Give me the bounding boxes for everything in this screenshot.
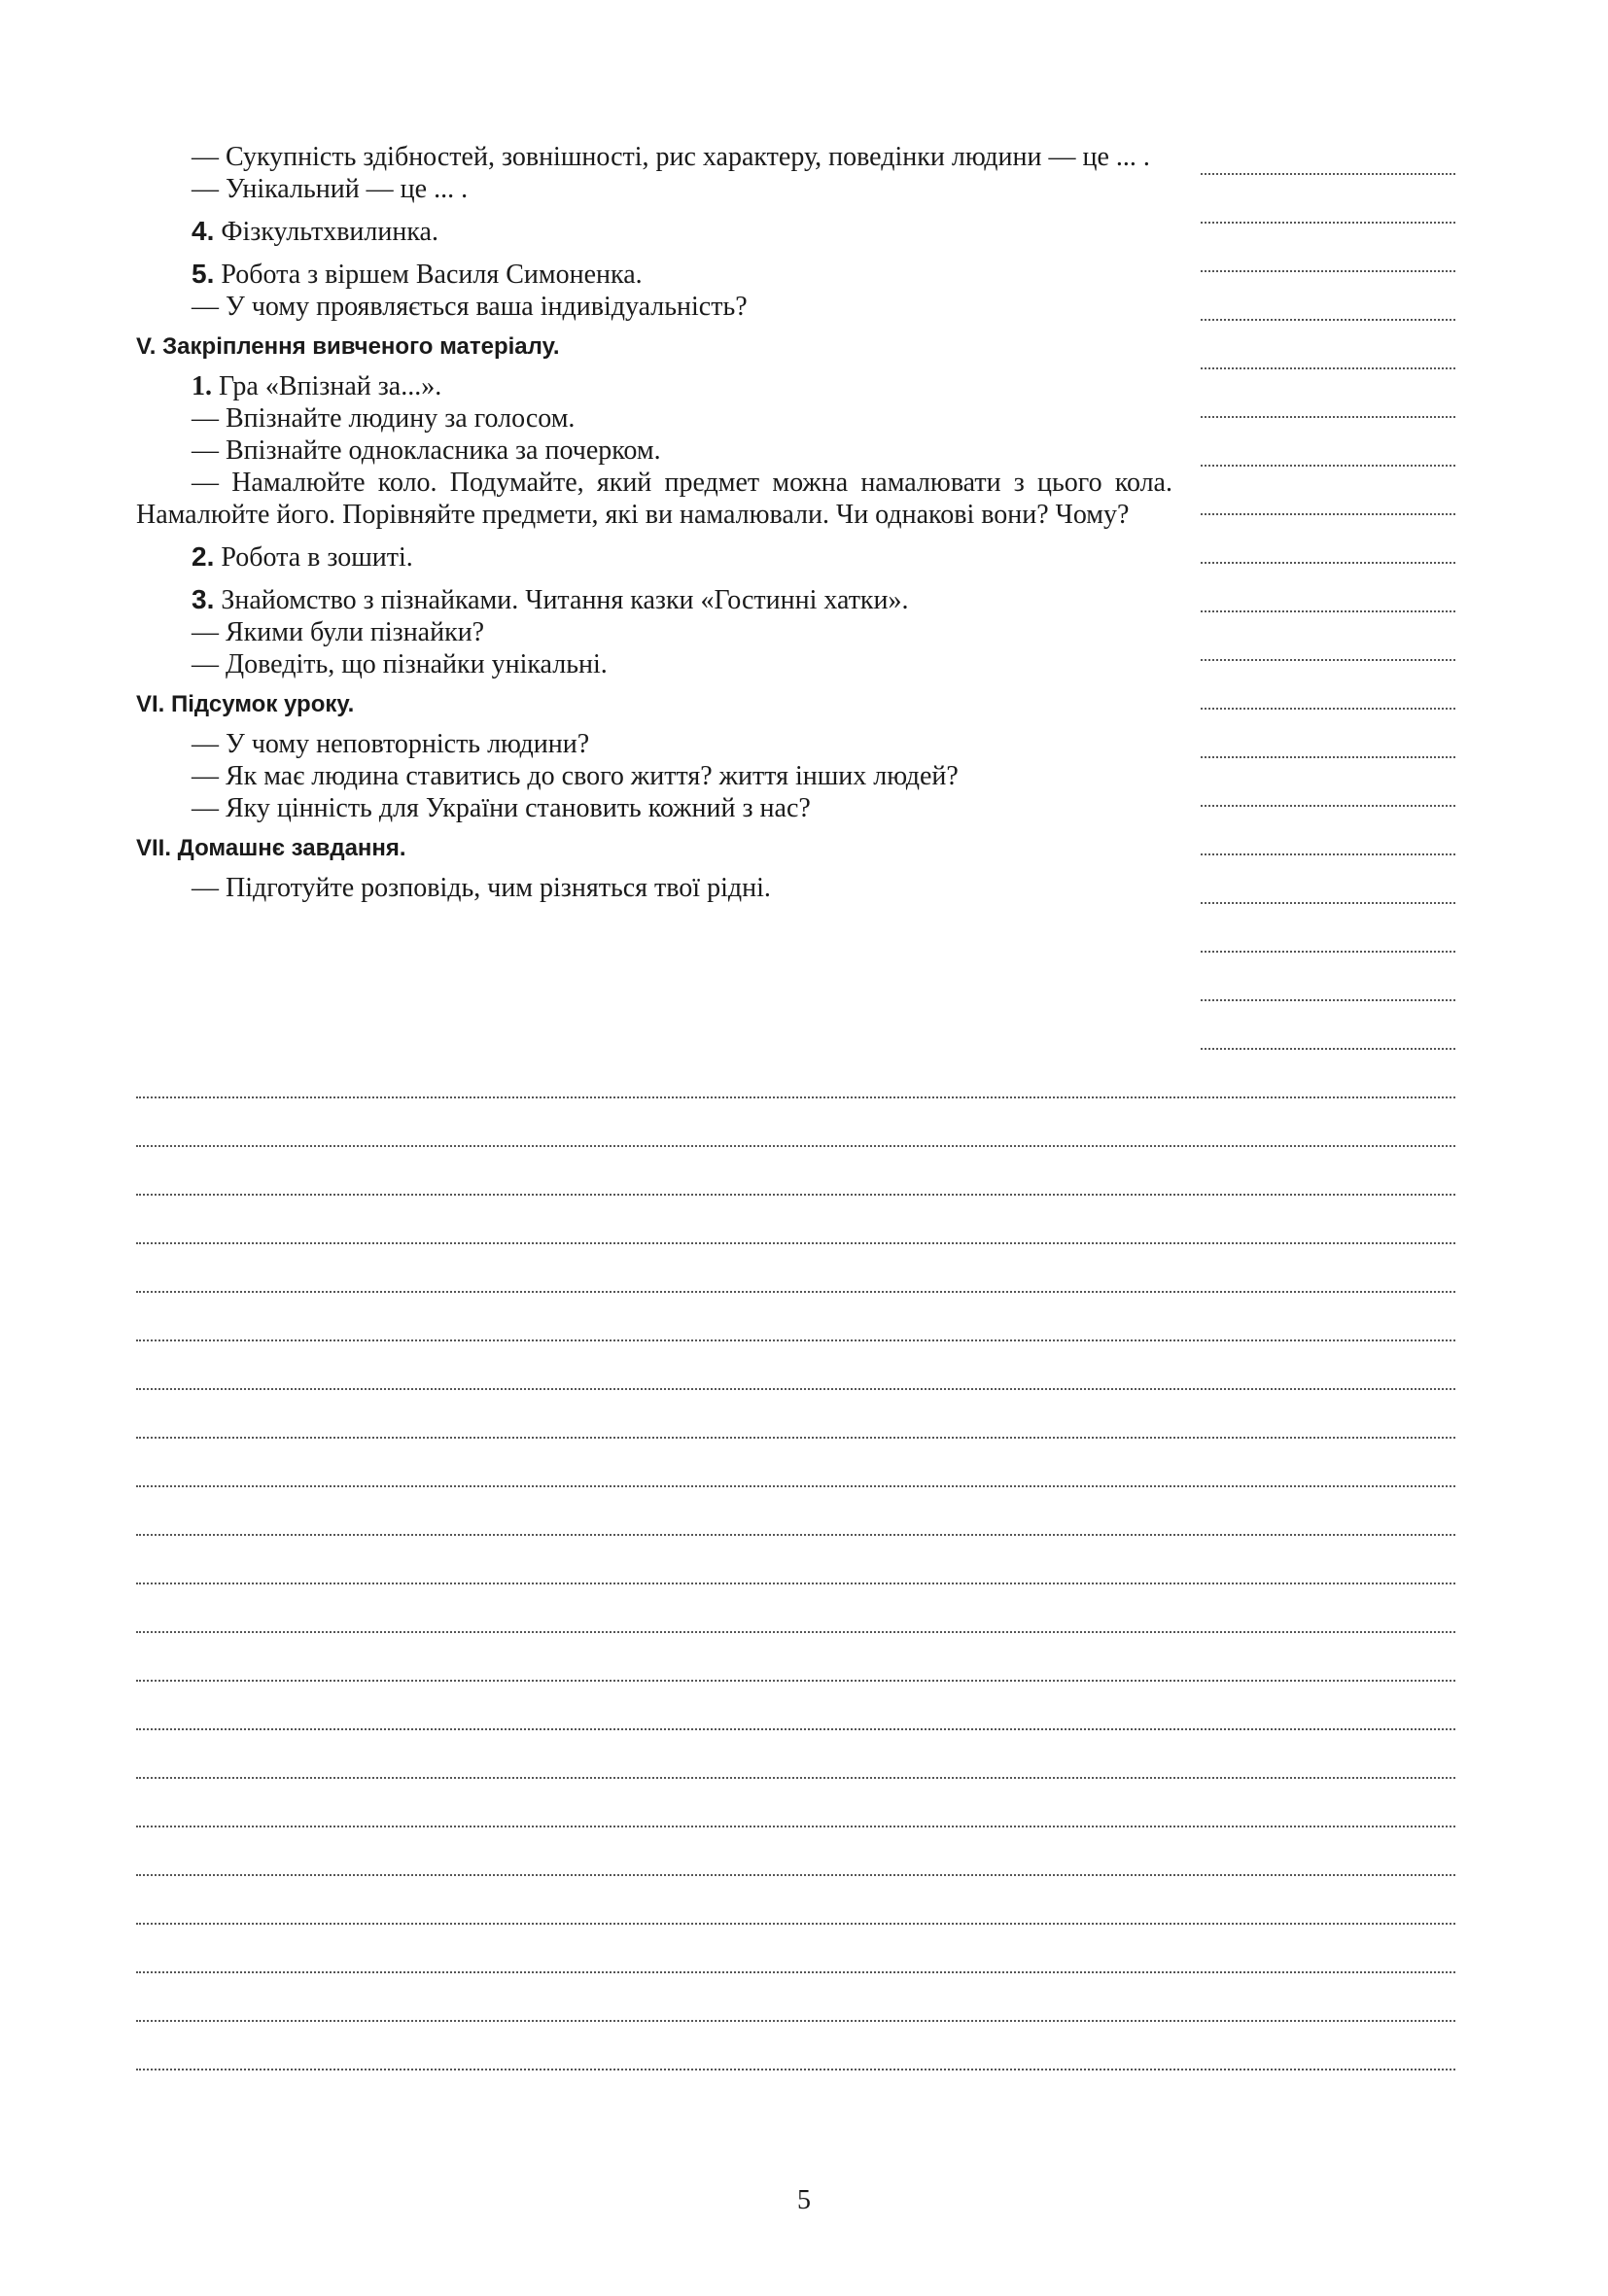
margin-note-line bbox=[1201, 513, 1455, 515]
margin-note-line bbox=[1201, 270, 1455, 272]
paragraph-value-question: — Яку цінність для України становить кожний з нас? bbox=[192, 793, 811, 823]
note-line bbox=[136, 1339, 1455, 1341]
note-line bbox=[136, 1388, 1455, 1390]
item-text: Робота з віршем Василя Симоненка. bbox=[214, 260, 643, 290]
lesson-text bbox=[136, 141, 1172, 904]
note-line bbox=[136, 1923, 1455, 1925]
margin-note-line bbox=[1201, 562, 1455, 564]
paragraph-handwriting-task: — Впізнайте однокласника за почерком. bbox=[192, 435, 661, 466]
section-heading-v: V. Закріплення вивченого матеріалу. bbox=[136, 333, 560, 360]
margin-note-line bbox=[1201, 173, 1455, 175]
margin-note-line bbox=[1201, 465, 1455, 467]
note-line bbox=[136, 1485, 1455, 1487]
margin-note-line bbox=[1201, 319, 1455, 321]
margin-note-line bbox=[1201, 367, 1455, 369]
paragraph-definition-question: — Сукупність здібностей, зовнішності, рис характеру, поведінки людини — це ... . bbox=[192, 142, 1150, 172]
margin-note-line bbox=[1201, 416, 1455, 418]
paragraph-individuality-question: — У чому проявляється ваша індивідуальність? bbox=[192, 292, 748, 322]
note-line bbox=[136, 1777, 1455, 1779]
paragraph-circle-task: — Намалюйте коло. Подумайте, який предмет можна намалювати з цього кола. Намалюйте його. Порівняйте предмети, які ви намалювали. Чи однакові вони? Чому? bbox=[136, 468, 1172, 530]
page-number: 5 bbox=[797, 2185, 811, 2215]
item-text: Гра «Впізнай за...». bbox=[212, 371, 442, 401]
note-line bbox=[136, 1826, 1455, 1827]
paragraph-attitude-question: — Як має людина ставитись до свого життя? життя інших людей? bbox=[192, 761, 959, 791]
note-line bbox=[136, 1680, 1455, 1682]
item-text: Фізкультхвилинка. bbox=[214, 217, 438, 247]
item-3 bbox=[136, 583, 1172, 616]
margin-note-line bbox=[1201, 999, 1455, 1001]
item-1 bbox=[136, 370, 1172, 402]
paragraph-homework: — Підготуйте розповідь, чим різняться твої рідні. bbox=[192, 873, 771, 903]
item-5 bbox=[136, 258, 1172, 291]
note-line bbox=[136, 1534, 1455, 1536]
paragraph-what-were-they: — Якими були пізнайки? bbox=[192, 617, 485, 647]
note-line bbox=[136, 1874, 1455, 1876]
paragraph-prove-unique: — Доведіть, що пізнайки унікальні. bbox=[192, 649, 608, 679]
margin-note-line bbox=[1201, 222, 1455, 224]
note-line bbox=[136, 1631, 1455, 1633]
margin-note-line bbox=[1201, 951, 1455, 953]
margin-note-line bbox=[1201, 610, 1455, 612]
margin-note-line bbox=[1201, 708, 1455, 710]
note-line bbox=[136, 2020, 1455, 2022]
item-number: 2. bbox=[192, 541, 215, 572]
note-line bbox=[136, 2069, 1455, 2070]
margin-note-line bbox=[1201, 902, 1455, 904]
note-line bbox=[136, 1971, 1455, 1973]
paragraph-uniqueness-question: — У чому неповторність людини? bbox=[192, 729, 590, 759]
item-text: Знайомство з пізнайками. Читання казки «Гостинні хатки». bbox=[214, 585, 909, 615]
margin-note-line bbox=[1201, 805, 1455, 807]
section-heading-vi: VI. Підсумок уроку. bbox=[136, 691, 355, 717]
section-heading-vii: VII. Домашнє завдання. bbox=[136, 835, 406, 861]
item-2 bbox=[136, 540, 1172, 574]
note-line bbox=[136, 1242, 1455, 1244]
item-number: 3. bbox=[192, 584, 215, 614]
item-number: 1. bbox=[192, 371, 212, 401]
margin-note-line bbox=[1201, 1048, 1455, 1050]
margin-note-line bbox=[1201, 853, 1455, 855]
note-line bbox=[136, 1145, 1455, 1147]
item-number: 4. bbox=[192, 216, 215, 246]
note-line bbox=[136, 1728, 1455, 1730]
item-4 bbox=[136, 215, 1172, 248]
note-line bbox=[136, 1437, 1455, 1439]
note-line bbox=[136, 1583, 1455, 1584]
margin-note-line bbox=[1201, 659, 1455, 661]
item-text: Робота в зошиті. bbox=[214, 542, 413, 573]
paragraph-voice-task: — Впізнайте людину за голосом. bbox=[192, 403, 576, 434]
note-line bbox=[136, 1194, 1455, 1196]
paragraph-unique-question: — Унікальний — це ... . bbox=[192, 174, 469, 204]
note-line bbox=[136, 1291, 1455, 1293]
note-line bbox=[136, 1096, 1455, 1098]
item-number: 5. bbox=[192, 259, 215, 289]
margin-note-line bbox=[1201, 756, 1455, 758]
